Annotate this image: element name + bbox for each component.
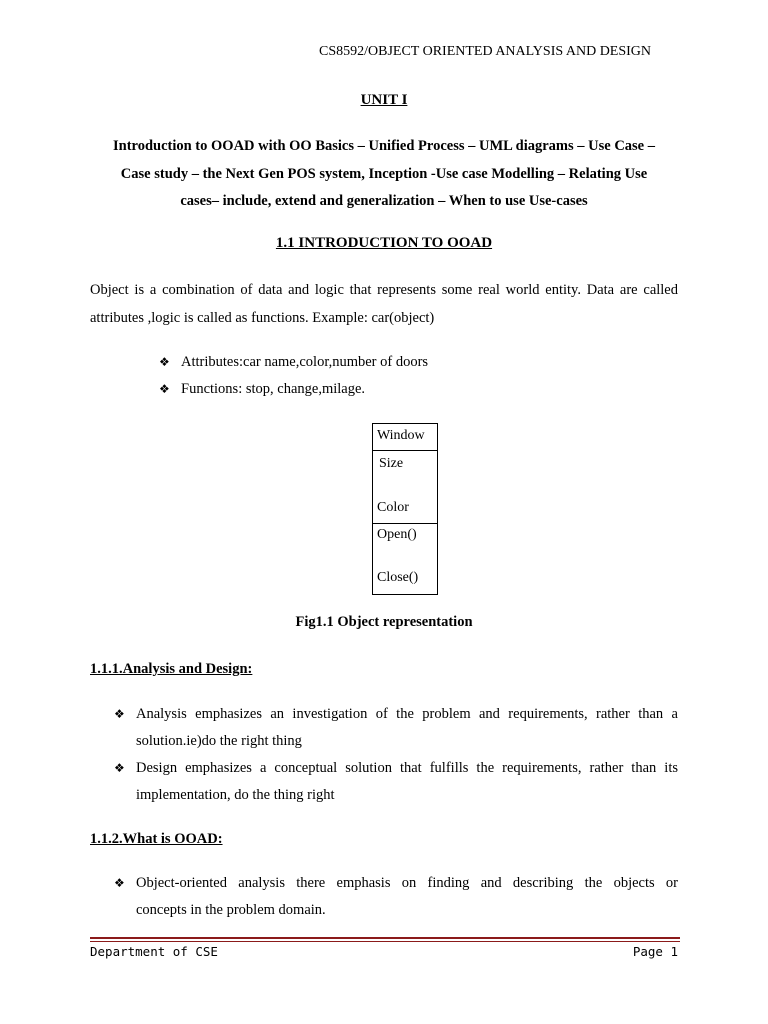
diamond-bullet-icon: ❖ (114, 707, 125, 721)
syllabus-line: Case study – the Next Gen POS system, Inception -Use case Modelling – Relating Use (120, 165, 648, 182)
attribute: Size (379, 456, 404, 471)
attributes-compartment (373, 450, 437, 523)
bullet-item (159, 376, 365, 403)
bullet-item (114, 870, 678, 924)
bullet-item (159, 349, 428, 376)
intro-paragraph (90, 276, 678, 332)
diamond-bullet-icon: ❖ (114, 761, 125, 775)
intro-line: attributes ,logic is called as functions. Example: car(object) (90, 310, 435, 326)
figure-caption: Fig1.1 Object representation (295, 614, 473, 630)
syllabus-line: Introduction to OOAD with OO Basics – Unified Process – UML diagrams – Use Case – (112, 138, 655, 154)
object-name: Window (377, 428, 425, 443)
operations-compartment (373, 523, 437, 594)
bullet-item (114, 755, 678, 809)
syllabus-line: cases– include, extend and generalization – When to use Use-cases (180, 193, 588, 209)
operation: Close() (377, 570, 419, 585)
footer-department: Department of CSE (90, 944, 218, 959)
bullet-text: implementation, do the thing right (136, 787, 335, 803)
section-title: 1.1 INTRODUCTION TO OOAD (275, 235, 493, 251)
subsection-heading: 1.1.2.What is OOAD: (90, 831, 223, 847)
bullet-text: Attributes:car name,color,number of doors (181, 354, 429, 370)
bullet-text: concepts in the problem domain. (136, 902, 326, 918)
object-name-compartment (373, 424, 437, 450)
diamond-bullet-icon: ❖ (114, 876, 125, 890)
object-diagram (372, 423, 438, 595)
diamond-bullet-icon: ❖ (159, 382, 170, 396)
attribute: Color (377, 500, 409, 515)
unit-title: UNIT I (360, 92, 408, 108)
intro-line: Object is a combination of data and logic that represents some real world entity. Data are called (90, 282, 678, 298)
subsection-heading: 1.1.1.Analysis and Design: (90, 661, 253, 677)
bullet-text: Object-oriented analysis there emphasis on finding and describing the objects or (136, 875, 678, 891)
bullet-item (114, 701, 678, 755)
footer-page-number: Page 1 (632, 944, 678, 959)
running-header: CS8592/OBJECT ORIENTED ANALYSIS AND DESIGN (319, 44, 652, 59)
bullet-text: solution.ie)do the right thing (136, 733, 302, 749)
bullet-text: Analysis emphasizes an investigation of the problem and requirements, rather than a (136, 706, 678, 722)
diamond-bullet-icon: ❖ (159, 355, 170, 369)
footer-divider (90, 941, 680, 942)
syllabus-summary (90, 133, 678, 216)
bullet-text: Functions: stop, change,milage. (181, 381, 366, 397)
footer-divider (90, 937, 680, 939)
bullet-text: Design emphasizes a conceptual solution that fulfills the requirements, rather than its (136, 760, 678, 776)
operation: Open() (377, 527, 417, 542)
